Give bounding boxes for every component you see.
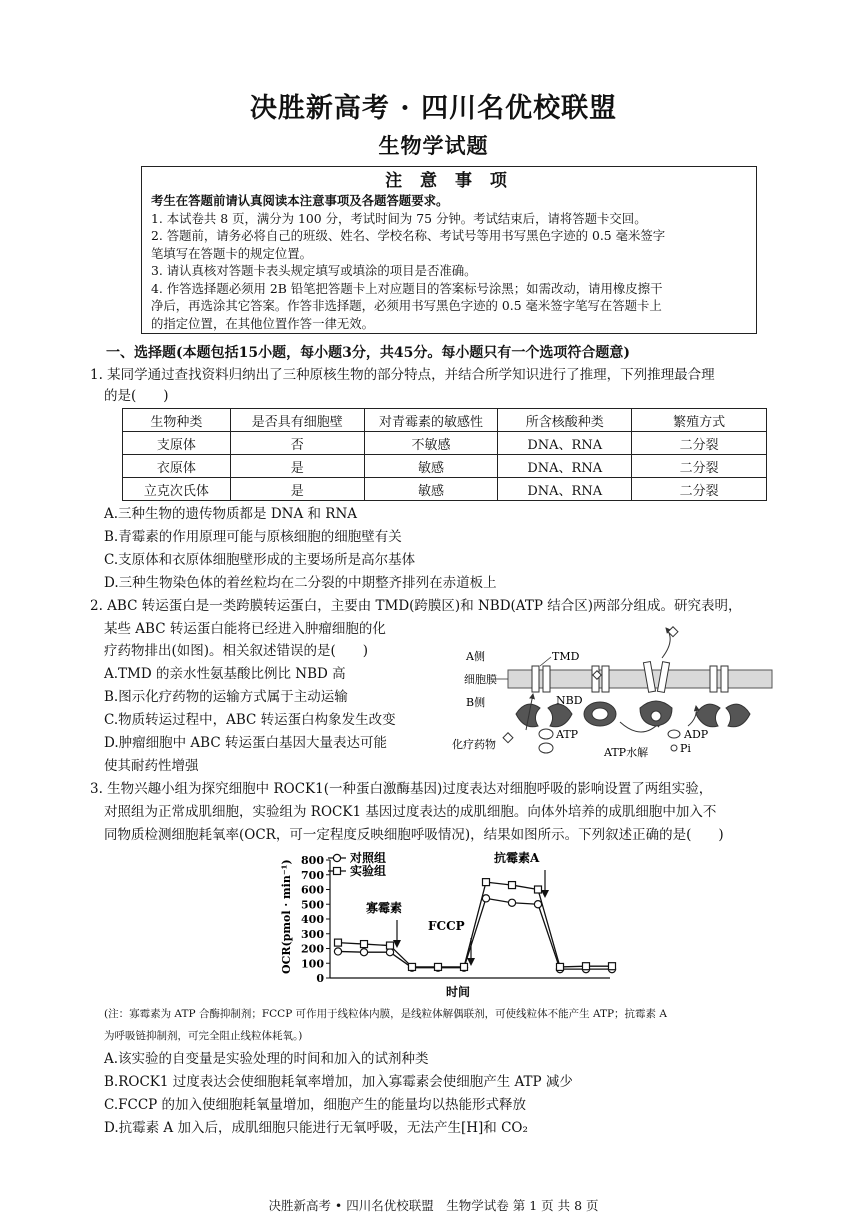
series-line-experiment (338, 882, 612, 967)
table-cell: 不敏感 (364, 432, 498, 455)
table-cell: 二分裂 (632, 478, 767, 501)
q2-option-d-continued: 使其耐药性增强 (104, 758, 199, 774)
table-cell: 支原体 (123, 432, 231, 455)
notice-item: 的指定位置，在其他位置作答一律无效。 (151, 315, 375, 331)
notice-heading: 注 意 事 项 (385, 171, 513, 191)
q2-option-b: B.图示化疗药物的运输方式属于主动运输 (104, 689, 348, 705)
q1-option-a: A.三种生物的遗传物质都是 DNA 和 RNA (104, 506, 358, 522)
data-point-experiment (361, 941, 368, 948)
page-footer: 决胜新高考 • 四川名优校联盟 生物学试卷 第 1 页 共 8 页 (268, 1198, 599, 1213)
injection-arrow-head (393, 940, 401, 948)
x-axis-label: 时间 (446, 985, 471, 999)
section-heading: 一、选择题(本题包括15小题，每小题3分，共45分。每小题只有一个选项符合题意) (106, 345, 630, 361)
q3-stem-line2: 对照组为正常成肌细胞，实验组为 ROCK1 基因过度表达的成肌细胞。向体外培养的成肌细胞中加入不 (104, 804, 717, 820)
q3-option-a: A.该实验的自变量是实验处理的时间和加入的试剂种类 (104, 1051, 429, 1067)
table-cell: 敏感 (364, 478, 498, 501)
y-tick-label: 500 (301, 898, 324, 912)
table-cell: DNA、RNA (498, 478, 632, 501)
y-tick-label: 300 (301, 927, 324, 941)
q2-stem-line1: 2. ABC 转运蛋白是一类跨膜转运蛋白，主要由 TMD(跨膜区)和 NBD(ATP 结合区)两部分组成。研究表明， (90, 598, 742, 614)
data-point-experiment (335, 939, 342, 946)
membrane-label: 细胞膜 (464, 673, 497, 686)
data-point-experiment (557, 963, 564, 970)
table-header-cell: 生物种类 (123, 409, 231, 432)
table-cell: 二分裂 (632, 455, 767, 478)
table-cell: 衣原体 (123, 455, 231, 478)
notice-lead: 考生在答题前请认真阅读本注意事项及各题答题要求。 (151, 193, 449, 208)
legend-marker-experiment (334, 868, 341, 875)
injection-arrow-head (467, 958, 475, 966)
table-row (123, 478, 767, 501)
exam-title: 决胜新高考 · 四川名优校联盟 (249, 93, 618, 124)
data-point-control (386, 949, 393, 956)
q2-stem-line2: 某些 ABC 转运蛋白能将已经进入肿瘤细胞的化 (104, 621, 386, 637)
pi-label: Pi (680, 742, 691, 755)
adp-label: ADP (684, 728, 709, 741)
table-header-cell: 是否具有细胞壁 (230, 409, 364, 432)
notice-item: 2. 答题前，请务必将自己的班级、姓名、学校名称、考试号等用书写黑色字迹的 0.5 毫米签字 (151, 228, 666, 243)
q1-stem-line1: 1. 某同学通过查找资料归纳出了三种原核生物的部分特点，并结合所学知识进行了推理，下列推理最合理 (90, 367, 715, 383)
atp-molecule-icon (539, 729, 553, 739)
table-header-row (123, 409, 767, 432)
table-header-cell: 所含核酸种类 (498, 409, 632, 432)
atp-label: ATP (556, 728, 579, 741)
legend-marker-control (333, 854, 340, 861)
a-side-label: A侧 (466, 650, 485, 663)
y-tick-label: 0 (316, 972, 324, 985)
q3-note-line1: (注：寡霉素为 ATP 合酶抑制剂；FCCP 可作用于线粒体内膜，是线粒体解偶联剂，可使线粒体不能产生 ATP；抗霉素 A (104, 1008, 667, 1020)
q1-option-c: C.支原体和衣原体细胞壁形成的主要场所是高尔基体 (104, 552, 416, 568)
y-axis-label: OCR(pmol · min⁻¹) (280, 859, 293, 974)
tmd-label: TMD (552, 650, 580, 663)
drug-label: 化疗药物 (452, 738, 496, 751)
table-header-cell: 繁殖方式 (632, 409, 767, 432)
nbd-label: NBD (556, 694, 583, 707)
annotation-antimycin: 抗霉素A (494, 851, 540, 865)
table-cell: 立克次氏体 (123, 478, 231, 501)
y-tick-label: 400 (301, 913, 324, 926)
data-point-experiment (609, 963, 616, 970)
y-tick-label: 800 (301, 854, 324, 867)
q2-stem-line3: 疗药物排出(如图)。相关叙述错误的是( ) (104, 643, 369, 659)
table-cell: DNA、RNA (498, 455, 632, 478)
table-cell: 否 (230, 432, 364, 455)
annotation-fccp: FCCP (428, 919, 465, 933)
q1-option-d: D.三种生物染色体的着丝粒均在二分裂的中期整齐排列在赤道板上 (104, 575, 497, 591)
y-tick-label: 700 (301, 868, 324, 882)
data-point-experiment (387, 942, 394, 949)
b-side-label: B侧 (466, 696, 486, 709)
legend-experiment: 实验组 (350, 864, 387, 878)
data-point-control (360, 949, 367, 956)
annotation-oligomycin: 寡霉素 (366, 901, 403, 915)
abc-transporter-figure (448, 622, 778, 780)
q1-stem-line2: 的是( ) (104, 388, 169, 404)
q2-option-d: D.肿瘤细胞中 ABC 转运蛋白基因大量表达可能 (104, 735, 387, 751)
y-tick-label: 600 (301, 883, 324, 897)
legend-control: 对照组 (350, 851, 387, 865)
table-cell: 敏感 (364, 455, 498, 478)
table-row (123, 455, 767, 478)
table-cell: 是 (230, 455, 364, 478)
table-cell: DNA、RNA (498, 432, 632, 455)
data-point-experiment (535, 886, 542, 893)
exam-subtitle: 生物学试题 (378, 133, 489, 158)
q2-option-c: C.物质转运过程中，ABC 转运蛋白构象发生改变 (104, 712, 396, 728)
table-row (123, 432, 767, 455)
q3-option-b: B.ROCK1 过度表达会使细胞耗氧率增加，加入寡霉素会使细胞产生 ATP 减少 (104, 1074, 573, 1090)
notice-item: 4. 作答选择题必须用 2B 铅笔把答题卡上对应题目的答案标号涂黑；如需改动，请用橡皮擦干 (151, 280, 663, 296)
notice-item: 净后，再选涂其它答案。作答非选择题，必须用书写黑色字迹的 0.5 毫米签字笔写在答题卡上 (151, 298, 662, 313)
data-point-experiment (435, 963, 442, 970)
notice-item: 1. 本试卷共 8 页，满分为 100 分，考试时间为 75 分钟。考试结束后，请将答题卡交回。 (151, 210, 647, 226)
data-point-experiment (483, 879, 490, 886)
drug-molecule-icon (503, 733, 513, 743)
data-point-experiment (461, 963, 468, 970)
q2-option-a: A.TMD 的亲水性氨基酸比例比 NBD 高 (104, 666, 346, 682)
data-point-control (334, 948, 341, 955)
ocr-line-chart (270, 846, 630, 1002)
table-cell: 是 (230, 478, 364, 501)
data-point-control (508, 899, 515, 906)
atp-hydrolysis-label: ATP水解 (604, 746, 649, 759)
injection-arrow-head (541, 890, 549, 898)
q3-option-c: C.FCCP 的加入使细胞耗氧量增加，细胞产生的能量均以热能形式释放 (104, 1097, 527, 1113)
q3-stem-line1: 3. 生物兴趣小组为探究细胞中 ROCK1(一种蛋白激酶基因)过度表达对细胞呼吸的影响设置了两组实验， (90, 781, 713, 797)
data-point-experiment (509, 882, 516, 889)
y-tick-label: 200 (301, 942, 324, 956)
table-cell: 二分裂 (632, 432, 767, 455)
q3-stem-line3: 同物质检测细胞耗氧率(OCR，可一定程度反映细胞呼吸情况)，结果如图所示。下列叙述正确的是( ) (104, 827, 724, 843)
data-point-control (534, 901, 541, 908)
q3-option-d: D.抗霉素 A 加入后，成肌细胞只能进行无氧呼吸，无法产生[H]和 CO₂ (104, 1120, 528, 1136)
y-tick-label: 100 (301, 957, 324, 971)
data-point-experiment (583, 963, 590, 970)
data-point-experiment (409, 963, 416, 970)
q3-note-line2: 为呼吸链抑制剂，可完全阻止线粒体耗氧。) (104, 1030, 303, 1042)
table-header-cell: 对青霉素的敏感性 (364, 409, 498, 432)
q1-option-b: B.青霉素的作用原理可能与原核细胞的细胞壁有关 (104, 529, 402, 545)
q1-table (122, 408, 767, 501)
data-point-control (482, 895, 489, 902)
notice-item: 3. 请认真核对答题卡表头规定填写或填涂的项目是否准确。 (151, 263, 477, 278)
notice-box (141, 166, 757, 334)
notice-item: 笔填写在答题卡的规定位置。 (151, 245, 313, 261)
